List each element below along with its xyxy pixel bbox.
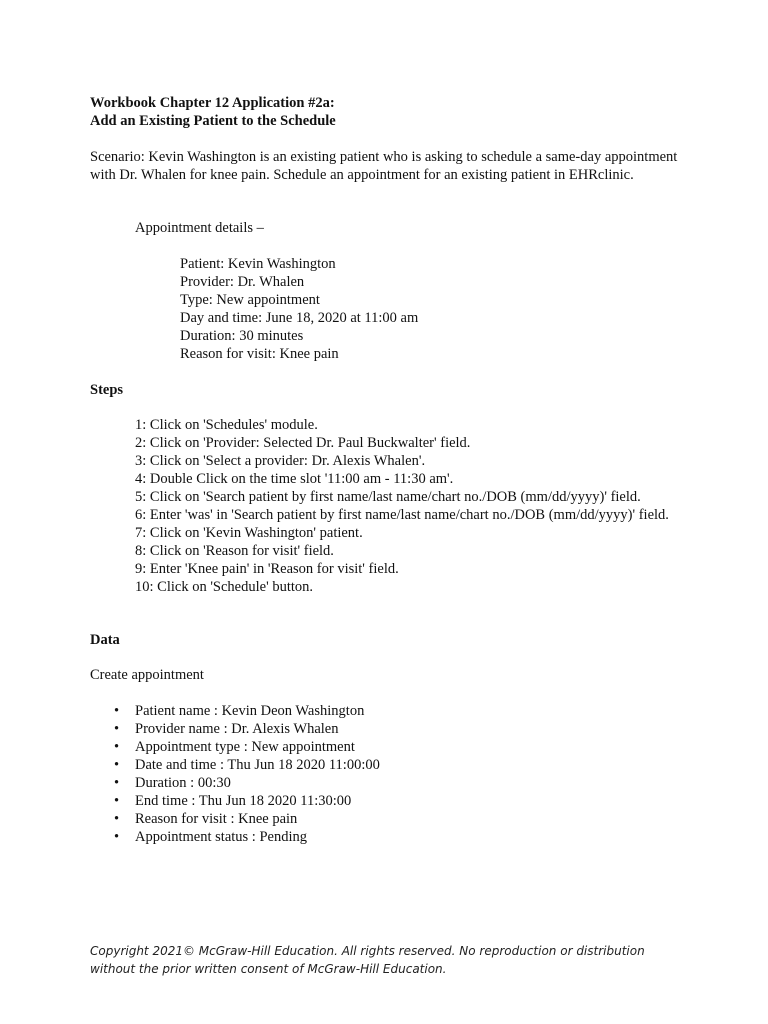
data-item-text: Date and time : Thu Jun 18 2020 11:00:00 [135, 757, 380, 773]
step-item: 9: Enter 'Knee pain' in 'Reason for visit' field. [135, 561, 399, 577]
data-list-item [114, 756, 380, 774]
copyright-footer: Copyright 2021© McGraw-Hill Education. All rights reserved. No reproduction or distribution without the prior written consent of McGraw-Hill Education. [90, 944, 645, 976]
steps-list [135, 416, 675, 596]
data-item-text: End time : Thu Jun 18 2020 11:30:00 [135, 793, 352, 809]
data-item-text: Patient name : Kevin Deon Washington [135, 703, 365, 719]
bullet-icon: • [114, 721, 120, 737]
step-item: 10: Click on 'Schedule' button. [135, 579, 314, 595]
data-item-text: Reason for visit : Knee pain [135, 811, 298, 827]
step-item: 5: Click on 'Search patient by first name/last name/chart no./DOB (mm/dd/yyyy)' field. [135, 489, 641, 505]
step-item: 3: Click on 'Select a provider: Dr. Alexis Whalen'. [135, 453, 426, 469]
data-list-item [114, 738, 380, 756]
step-item: 4: Double Click on the time slot '11:00 am - 11:30 am'. [135, 471, 454, 487]
appointment-detail-item: Reason for visit: Knee pain [180, 346, 339, 362]
step-item: 8: Click on 'Reason for visit' field. [135, 543, 334, 559]
bullet-icon: • [114, 793, 120, 809]
data-list-item [114, 702, 380, 720]
appointment-detail-item: Provider: Dr. Whalen [180, 274, 305, 290]
steps-heading: Steps [90, 382, 124, 398]
appointment-detail-item: Duration: 30 minutes [180, 328, 304, 344]
title-line-2: Add an Existing Patient to the Schedule [90, 113, 336, 129]
appointment-details-list [180, 255, 418, 363]
bullet-icon: • [114, 739, 120, 755]
data-list [114, 702, 380, 846]
document-title [90, 94, 336, 130]
appointment-details-heading: Appointment details – [135, 220, 264, 236]
data-list-item [114, 792, 380, 810]
step-item: 7: Click on 'Kevin Washington' patient. [135, 525, 363, 541]
data-heading: Data [90, 632, 120, 648]
bullet-icon: • [114, 757, 120, 773]
step-item: 2: Click on 'Provider: Selected Dr. Paul Buckwalter' field. [135, 435, 471, 451]
appointment-detail-item: Day and time: June 18, 2020 at 11:00 am [180, 310, 419, 326]
scenario-paragraph: Scenario: Kevin Washington is an existing patient who is asking to schedule a same-day appointment with Dr. Whalen for knee pain. Schedule an appointment for an existing patient in EHRclinic. [90, 149, 678, 183]
data-item-text: Duration : 00:30 [135, 775, 231, 791]
data-list-item [114, 828, 380, 846]
step-item: 1: Click on 'Schedules' module. [135, 417, 318, 433]
bullet-icon: • [114, 703, 120, 719]
title-line-1: Workbook Chapter 12 Application #2a: [90, 95, 335, 111]
data-item-text: Appointment type : New appointment [135, 739, 355, 755]
data-list-item [114, 720, 380, 738]
bullet-icon: • [114, 775, 120, 791]
create-appointment-label: Create appointment [90, 667, 204, 683]
appointment-detail-item: Type: New appointment [180, 292, 320, 308]
appointment-detail-item: Patient: Kevin Washington [180, 256, 336, 272]
bullet-icon: • [114, 829, 120, 845]
bullet-icon: • [114, 811, 120, 827]
data-item-text: Appointment status : Pending [135, 829, 307, 845]
data-list-item [114, 774, 380, 792]
data-item-text: Provider name : Dr. Alexis Whalen [135, 721, 339, 737]
data-list-item [114, 810, 380, 828]
step-item: 6: Enter 'was' in 'Search patient by first name/last name/chart no./DOB (mm/dd/yyyy)' field. [135, 507, 669, 523]
